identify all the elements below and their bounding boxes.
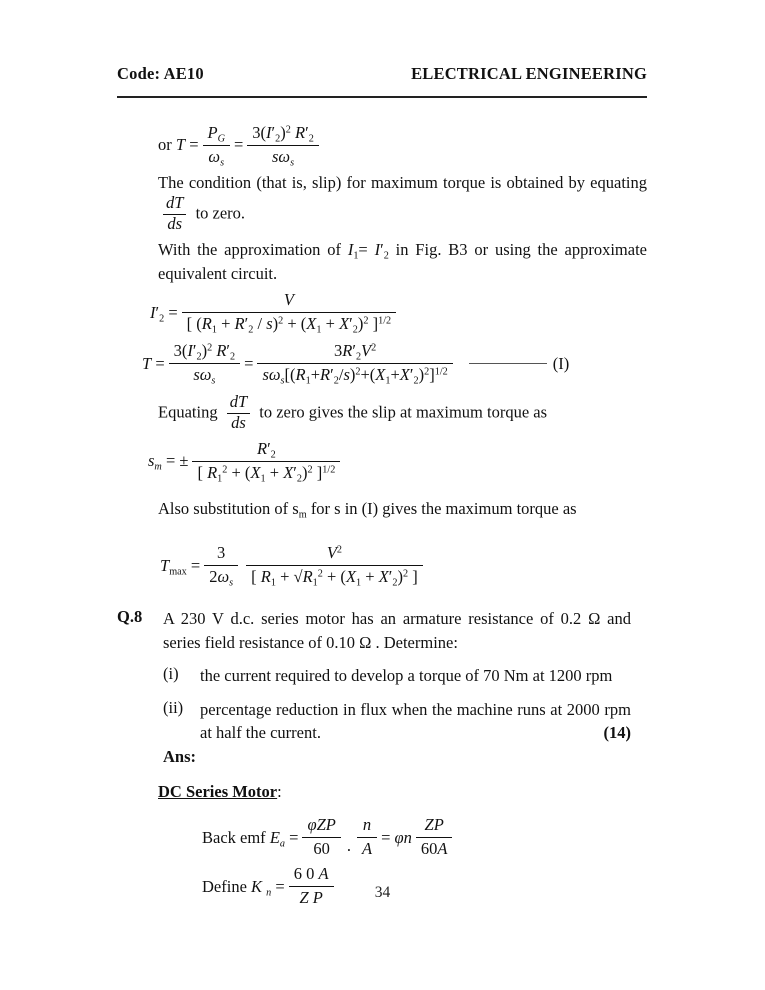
fraction-3r2v2-impedance [257, 342, 452, 385]
fraction-denominator: Z P [299, 888, 323, 908]
fraction-numerator: ZP [416, 816, 453, 838]
fraction-numerator: V [182, 291, 397, 313]
equation-torque-max [160, 544, 647, 587]
fraction-numerator: 6 0 A [289, 865, 334, 887]
fraction-numerator: dT [163, 194, 186, 215]
fraction-denominator: A [361, 839, 373, 859]
fraction-denominator: $s\omega_s[(R_1+R'_2/s)^2+(X_1+X'_2)^2]^{1/2}$ [262, 365, 448, 387]
fraction-numerator: $V^2$ [246, 544, 423, 566]
multiplication-dot: . [346, 836, 351, 856]
equation-lhs: $s_m$ = ± [148, 451, 189, 473]
paragraph-approximation: With the approximation of $I_1= I'_2$ in Fig. B3 or using the approximate equivalent circuit. [158, 240, 647, 283]
fraction-r2-impedance [192, 440, 340, 483]
fraction-dt-ds [227, 393, 250, 434]
section-heading-text: DC Series Motor [158, 782, 278, 802]
equation-mid: = φn [381, 827, 412, 847]
fraction-3i2r2-sws [247, 124, 319, 167]
condition-text-pre: The condition (that is, slip) for maximum torque is obtained by equating [158, 172, 647, 192]
answer-label: Ans: [163, 747, 197, 767]
fraction-denominator: 60A [420, 839, 448, 859]
fraction-zp-60a [416, 816, 453, 859]
fraction-numerator: φZP [302, 816, 340, 838]
question-body [163, 607, 631, 767]
fraction-n-a [357, 816, 377, 859]
item-label: (i) [163, 664, 179, 684]
header-code: Code: AE10 [117, 64, 204, 83]
fraction-numerator: 3 [204, 544, 238, 566]
fraction-denominator: [ $(R_1 + R'_2 / s)^2 + (X_1 + X'_2)^2$ ]$^{1/2}$ [186, 314, 392, 336]
equating-text-pre: Equating [158, 402, 218, 422]
equals-sign: = [233, 135, 244, 155]
equation-current-i2 [150, 291, 647, 334]
equation-number-label: (I) [552, 353, 570, 373]
question-q8 [117, 607, 647, 767]
fraction-dt-ds [163, 194, 186, 235]
section-heading-colon: : [277, 782, 282, 802]
question-item-ii [163, 698, 631, 745]
header-title: ELECTRICAL ENGINEERING [411, 64, 647, 83]
equation-prefix: Define K $_n$ = [202, 876, 285, 899]
equals-sign: = [244, 353, 254, 373]
fraction-v2-root [246, 544, 423, 587]
paragraph-substitution: Also substitution of $s_m$ for s in (I) gives the maximum torque as [158, 498, 577, 521]
fraction-denominator: [ $R_1 + √R_1^2 + (X_1 + X'_2)^2$ ] [251, 567, 418, 589]
section-heading-dc-series-motor [158, 782, 647, 802]
page-header [117, 64, 647, 84]
equation-torque-full [142, 342, 647, 385]
fraction-numerator: $R'_2$ [192, 440, 340, 462]
header-rule [117, 96, 647, 98]
fraction-denominator: 60 [313, 839, 330, 859]
fraction-denominator: [ $R_1^2 + (X_1 + X'_2)^2$ ]$^{1/2}$ [197, 462, 336, 485]
question-label: Q.8 [117, 607, 143, 627]
equation-lhs: T = [142, 353, 165, 373]
condition-text-post: to zero. [195, 203, 246, 223]
equation-torque-general [158, 124, 647, 167]
equation-prefix: Back emf $E_a$ = [202, 827, 299, 850]
fraction-denominator: $2\omega_s$ [209, 567, 234, 589]
fraction-numerator: $P_G$ [203, 124, 230, 146]
equation-reference-dash [469, 363, 547, 364]
fraction-v-impedance [182, 291, 397, 334]
fraction-numerator: $3R'_2V^2$ [257, 342, 452, 364]
equation-prefix: or T = [158, 135, 199, 155]
equation-lhs: $I'_2$ = [150, 302, 178, 325]
marks-badge: (14) [603, 723, 631, 743]
equating-text-post: to zero gives the slip at maximum torque as [259, 402, 548, 422]
equation-slip-max [148, 440, 647, 483]
paragraph-equating [158, 393, 647, 434]
fraction-denominator: $\omega_s$ [208, 146, 225, 169]
fraction-numerator: $3(I'_2)^2$ $R'_2$ [169, 342, 241, 364]
item-text: percentage reduction in flux when the machine runs at 2000 rpm at half the current. [200, 699, 631, 742]
fraction-denominator: $s\omega_s$ [272, 146, 295, 169]
fraction-3i2r2-sws [169, 342, 241, 385]
item-label: (ii) [163, 697, 184, 717]
equation-back-emf [202, 816, 647, 859]
fraction-numerator: n [357, 816, 377, 838]
fraction-numerator: $3(I'_2)^2$ $R'_2$ [247, 124, 319, 146]
page-number: 34 [374, 884, 391, 901]
fraction-numerator: dT [227, 393, 250, 414]
fraction-phizp-60 [302, 816, 340, 859]
fraction-denominator: ds [167, 214, 183, 234]
question-item-i [163, 664, 631, 687]
question-text: A 230 V d.c. series motor has an armature resistance of 0.2 Ω and series field resistance of 0.10 Ω . Determine: [163, 609, 631, 652]
fraction-denominator: $s\omega_s$ [193, 365, 216, 387]
equation-lhs: $T_{max}$ = [160, 555, 201, 578]
paragraph-condition [158, 171, 647, 235]
fraction-denominator: ds [231, 412, 246, 432]
fraction-3-2ws [204, 544, 238, 587]
fraction-pg-ws [203, 124, 230, 167]
item-text: the current required to develop a torque of 70 Nm at 1200 rpm [200, 666, 613, 686]
